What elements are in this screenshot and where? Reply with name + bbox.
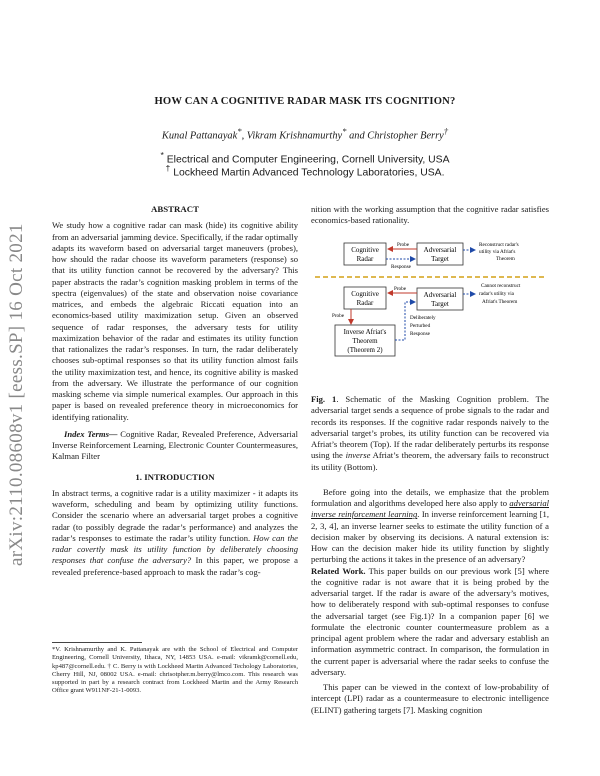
p2-italic: adversarial inverse reinforcement learning: [311, 498, 549, 520]
paragraph-3: This paper can be viewed in the context of low-probability of intercept (LPI) radar as a countermeasure to electronic intelligence (ELINT) gathering targets [7]. Masking cognition: [311, 682, 549, 715]
top-note-3: Theorem: [496, 256, 515, 262]
caption-end: Afriat’s theorem, the adversary fails to reconstruct its utility (Bottom).: [311, 450, 549, 472]
figure-1-diagram: [311, 232, 549, 390]
caption-italic: inverse: [345, 450, 371, 461]
bottom-note-3: Afriat's Theorem: [482, 299, 518, 305]
abstract-heading: ABSTRACT: [151, 204, 199, 214]
index-terms-text: Cognitive Radar, Revealed Preference, Adversarial Inverse Reinforcement Learning, Electronic Counter Countermeasures, Kalman Filter: [52, 428, 299, 462]
affiliation-2-mark: †: [165, 163, 171, 173]
left-column: [52, 204, 298, 578]
caption-text: . Schematic of the Masking Cognition problem. The adversarial target sends a sequence of probe signals to the radar and records its responses. If the cognitive radar responds naively to the adversarial target’s probes, its utility function can be recovered via Afriat’s theorem (Top). If the radar deliberately perturbs its response using the: [311, 394, 549, 461]
affiliation-1-text: Electrical and Computer Engineering, Cornell University, USA: [166, 154, 450, 166]
bottom-note-1: Cannot reconstruct: [481, 283, 521, 289]
related-work-label: Related Work.: [311, 565, 366, 576]
figure-caption: [311, 394, 549, 473]
top-probe-label: Probe: [396, 242, 410, 248]
inverse-box-line1: Inverse Afriat's: [343, 328, 387, 336]
index-terms: [52, 429, 298, 463]
affiliation-2: [60, 163, 550, 178]
top-target-line2: Target: [431, 255, 449, 263]
bottom-probe-side-label: Probe: [331, 313, 345, 319]
author-2-mark: *: [342, 126, 347, 136]
affiliation-2-text: Lockheed Martin Advanced Technology Laboratories, USA.: [173, 167, 445, 179]
top-radar-line1: Cognitive: [351, 246, 379, 254]
abstract-body: We study how a cognitive radar can mask (hide) its cognitive ability from an adversarial jamming device. Specifically, if the radar optimally adapts its waveform based on adversarial target maneuvers (probes), how should the radar choose its waveform parameters (response) so that its utility function cannot be recovered by the adversary? This paper abstracts the radar’s cognition masking problem in terms of the spectra (eigenvalues) of the state and observation noise covariance matrices, and embeds the algebraic Riccati equation into an economics-based utility maximization setup. Given an observed sequence of radar responses, the adversary tests for utility maximization behavior of the radar and estimates its utility function that rationalizes the radar’s responses. In turn, the radar deliberately chooses sub-optimal responses so that its utility function almost fails the utility maximization test, and hence, its cognitive ability is masked from the adversary. We illustrate the performance of our cognition masking scheme via simple numerical examples. Our approach in this paper is based on revealed preference theory in microeconomics for identifying rationality.: [52, 220, 298, 422]
intro-continuation: nition with the working assumption that the cognitive radar satisfies economics-based rationality.: [311, 204, 549, 226]
right-column-body: [311, 394, 549, 716]
author-3: Christopher Berry: [367, 130, 444, 142]
paragraph-2: [311, 487, 549, 566]
top-target-line1: Adversarial: [423, 246, 457, 254]
bottom-radar-line2: Radar: [356, 299, 374, 307]
right-column-top: [311, 204, 549, 227]
related-work-text: This paper builds on our previous work [5] where the cognitive radar is not aware that it is being probed by the adversarial target. If the radar is aware of the adversary’s motives, how to deliberately respond with sub-optimal responses to confuse the adversarial target (see Fig.1)? In a companion paper [6] we formulate the electronic counter countermeasure problem as a principal agent problem where the radar and adversary establish an information asymmetric contract. In comparison, the formulation in the current paper is adversarial where the radar seeks to confuse the adversary.: [311, 565, 550, 677]
index-terms-label: Index Terms—: [64, 428, 118, 439]
author-1: Kunal Pattanayak: [161, 130, 238, 142]
intro-question: How can the radar covertly mask its utility function by deliberately choosing responses that confuse the adversary?: [52, 532, 298, 566]
author-list: Kunal Pattanayak*, Vikram Krishnamurthy* and Christopher Berry†: [161, 126, 449, 142]
figure-label: Fig. 1: [311, 394, 337, 404]
bottom-radar-line1: Cognitive: [351, 290, 379, 298]
author-and: and: [349, 130, 365, 142]
bottom-target-line2: Target: [431, 300, 449, 308]
perturbed-line1: Deliberately: [410, 315, 436, 321]
top-response-label: Response: [391, 264, 411, 270]
inverse-box-line2: Theorem: [352, 337, 378, 345]
footnote: *V. Krishnamurthy and K. Pattanayak are with the School of Electrical and Computer Engineering, Cornell University, Ithaca, NY, 14853 USA. e-mail: vikramk@cornell.edu, kp487@cornell.edu. † C. Berry is with Lockheed Martin Advanced Techology Laboratories, Cherry Hill, NJ, 08002 USA. e-mail: chrisotpher.m.berry@lmco.com. This research was supported in part by a research contract from Lockheed Martin and the Army Research Office grant W911NF-21-1-0093.: [52, 646, 298, 695]
bottom-note-2: radar's utility via: [479, 291, 514, 297]
perturbed-line2: Perturbed: [410, 323, 431, 329]
affiliation-1-mark: *: [160, 150, 164, 160]
intro-paragraph: [52, 488, 298, 578]
intro-text-a: In abstract terms, a cognitive radar is a utility maximizer - it adapts its waveform, scheduling and beam by optimizing utility functions. Consider the scenario where an adversarial target probes a cognitive radar (to possibly degrade the radar’s performance) and analyzes the radar’s responses to estimate the radar’s utility function.: [52, 487, 298, 543]
footnote-rule: [52, 642, 142, 643]
author-2: Vikram Krishnamurthy: [246, 130, 343, 142]
top-note-2: utility via Afriat's: [479, 249, 516, 255]
related-work: [311, 566, 549, 679]
author-1-mark: *: [237, 126, 242, 136]
perturbed-line3: Response: [410, 331, 430, 337]
arxiv-identifier: arXiv:2110.08608v1 [eess.SP] 16 Oct 2021: [6, 223, 27, 566]
p2-text-a: Before going into the details, we emphasize that the problem formulation and algorithms developed here also apply to: [311, 486, 549, 508]
bottom-target-line1: Adversarial: [423, 291, 457, 299]
author-3-mark: †: [443, 126, 449, 136]
paper-title: HOW CAN A COGNITIVE RADAR MASK ITS COGNITION?: [154, 96, 456, 107]
top-radar-line2: Radar: [356, 255, 374, 263]
inverse-box-line3: (Theorem 2): [347, 346, 383, 354]
bottom-probe-label: Probe: [393, 286, 407, 292]
intro-heading: 1. INTRODUCTION: [135, 471, 215, 482]
intro-text-b: In this paper, we propose a revealed preference-based approach to mask the radar’s cog-: [52, 555, 298, 577]
p2-text-b: . In inverse reinforcement learning [1, 2, 3, 4], an inverse learner seeks to estimate the utility function of a decision maker by observing its decisions. A natural extension is: How can the decision maker hide its utility function by slightly perturbing the actions it takes in the presence of an adversary?: [311, 509, 549, 565]
top-note-1: Reconstruct radar's: [479, 242, 519, 248]
